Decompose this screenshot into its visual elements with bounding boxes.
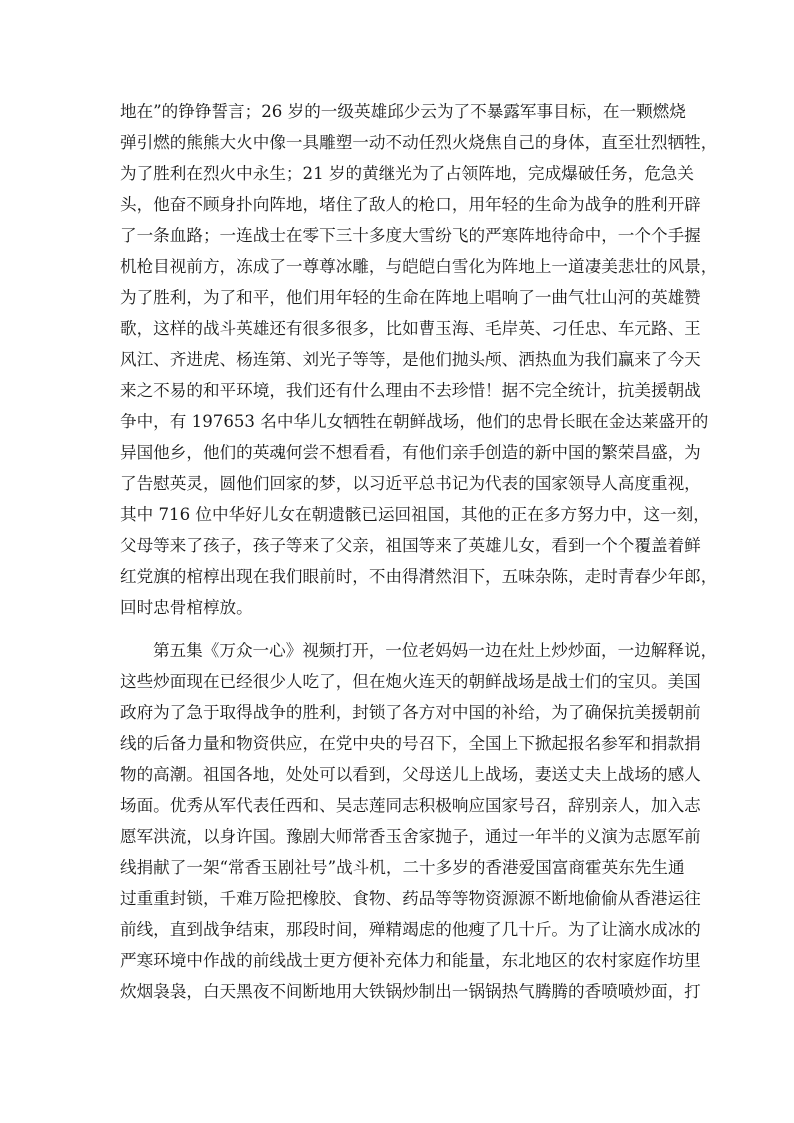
- paragraph-spacer: [120, 623, 682, 635]
- text-line: 机枪目视前方，冻成了一尊尊冰雕，与皑皑白雪化为阵地上一道凄美悲壮的风景，: [120, 257, 718, 276]
- text-line: 了告慰英灵，圆他们回家的梦，以习近平总书记为代表的国家领导人高度重视，: [120, 474, 701, 493]
- text-line: 父母等来了孩子，孩子等来了父亲，祖国等来了英雄儿女，看到一个个覆盖着鲜: [120, 536, 701, 555]
- text-line: 争中，有 197653 名中华儿女牺牲在朝鲜战场，他们的忠骨长眠在金达莱盛开的: [120, 412, 709, 431]
- text-line: 过重重封锁，千难万险把橡胶、食物、药品等等物资源源不断地偷偷从香港运往: [120, 889, 701, 908]
- text-line: 为了胜利在烈火中永生；21 岁的黄继光为了占领阵地，完成爆破任务，危急关: [120, 164, 694, 183]
- text-line: 风江、齐进虎、杨连第、刘光子等等，是他们抛头颅、洒热血为我们赢来了今天: [120, 350, 701, 369]
- paragraph-episode-five: [120, 635, 718, 1007]
- paragraph-heroes: [120, 96, 718, 623]
- text-line: 红党旗的棺椁出现在我们眼前时，不由得潸然泪下，五味杂陈，走时青春少年郎，: [120, 567, 718, 586]
- text-line: 了一条血路；一连战士在零下三十多度大雪纷飞的严寒阵地待命中，一个个手握: [120, 226, 701, 245]
- text-line: 愿军洪流，以身许国。豫剧大师常香玉舍家抛子，通过一年半的义演为志愿军前: [120, 827, 701, 846]
- text-line: 前线，直到战争结束，那段时间，殚精竭虑的他瘦了几十斤。为了让滴水成冰的: [120, 920, 701, 939]
- text-line: 炊烟袅袅，白天黑夜不间断地用大铁锅炒制出一锅锅热气腾腾的香喷喷炒面，打: [120, 982, 701, 1001]
- text-line: 场面。优秀从军代表任西和、吴志莲同志积极响应国家号召，辞别亲人，加入志: [120, 796, 701, 815]
- text-line: 歌，这样的战斗英雄还有很多很多，比如曹玉海、毛岸英、刁任忠、车元路、王: [120, 319, 701, 338]
- text-line: 头，他奋不顾身扑向阵地，堵住了敌人的枪口，用年轻的生命为战争的胜利开辟: [120, 195, 701, 214]
- text-line: 来之不易的和平环境，我们还有什么理由不去珍惜！据不完全统计，抗美援朝战: [120, 381, 701, 400]
- text-line: 异国他乡，他们的英魂何尝不想看看，有他们亲手创造的新中国的繁荣昌盛，为: [120, 443, 701, 462]
- document-body: [120, 96, 718, 1007]
- text-line: 其中 716 位中华好儿女在朝遗骸已运回祖国，其他的正在多方努力中，这一刻，: [120, 505, 710, 524]
- text-line: 物的高潮。祖国各地，处处可以看到，父母送儿上战场，妻送丈夫上战场的感人: [120, 765, 701, 784]
- text-line: 线捐献了一架“常香玉剧社号”战斗机，二十多岁的香港爱国富商霍英东先生通: [120, 858, 685, 877]
- text-line: 弹引燃的熊熊大火中像一具雕塑一动不动任烈火烧焦自己的身体，直至壮烈牺牲，: [120, 133, 718, 152]
- text-line: 回时忠骨棺椁放。: [120, 598, 253, 617]
- text-line: 地在”的铮铮誓言；26 岁的一级英雄邱少云为了不暴露军事目标，在一颗燃烧: [120, 102, 686, 121]
- text-line: 为了胜利，为了和平，他们用年轻的生命在阵地上唱响了一曲气壮山河的英雄赞: [120, 288, 701, 307]
- text-line: 这些炒面现在已经很少人吃了，但在炮火连天的朝鲜战场是战士们的宝贝。美国: [120, 672, 701, 691]
- text-line: 政府为了急于取得战争的胜利，封锁了各方对中国的补给，为了确保抗美援朝前: [120, 703, 701, 722]
- text-line: 第五集《万众一心》视频打开，一位老妈妈一边在灶上炒炒面，一边解释说，: [153, 641, 718, 660]
- text-line: 严寒环境中作战的前线战士更方便补充体力和能量，东北地区的农村家庭作坊里: [120, 951, 701, 970]
- text-line: 线的后备力量和物资供应，在党中央的号召下，全国上下掀起报名参军和捐款捐: [120, 734, 701, 753]
